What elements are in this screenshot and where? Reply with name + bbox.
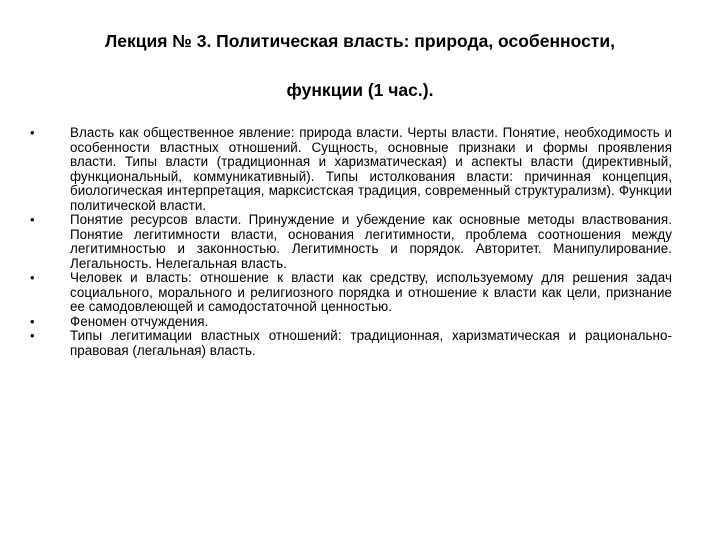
bullet-item-alienation xyxy=(30,315,672,330)
slide-title-line-1: Лекция № 3. Политическая власть: природа, особенности, xyxy=(105,31,615,51)
bullet-item-human-and-power xyxy=(30,271,672,315)
bullet-text: Типы легитимации властных отношений: традиционная, харизматическая и рационально-правовая (легальная) власть. xyxy=(70,328,672,358)
bullet-list xyxy=(30,126,672,358)
bullet-text: Власть как общественное явление: природа власти. Черты власти. Понятие, необходимость и особенности властных отношений. Сущность, основные признаки и формы проявления власти. Типы власти (традиционная и харизматическая) и аспекты власти (директивный, функциональный, коммуникативный). Типы истолкования власти: причинная концепция, биологическая интерпретация, марксистская традиция, современный структурализм). Функции политической власти. xyxy=(70,125,672,213)
bullet-marker: • xyxy=(30,328,35,343)
bullet-marker: • xyxy=(30,313,35,329)
bullet-item-legitimation-types xyxy=(30,329,672,358)
bullet-text: Понятие ресурсов власти. Принуждение и убеждение как основные методы властвования. Понятие легитимности власти, основания легитимности, проблема соотношения между легитимностью и законностью. Легитимность и порядок. Авторитет. Манипулирование. Легальность. Нелегальная власть. xyxy=(70,212,672,271)
bullet-text: Феномен отчуждения. xyxy=(70,313,209,329)
bullet-text: Человек и власть: отношение к власти как средству, используемому для решения задач социального, морального и религиозного порядка и отношение к власти как цели, признание ее самодовлеющей и самодостаточной ценностью. xyxy=(70,270,672,314)
bullet-marker: • xyxy=(30,125,35,140)
bullet-item-power-nature xyxy=(30,126,672,213)
bullet-item-power-resources xyxy=(30,213,672,271)
bullet-marker: • xyxy=(30,212,35,227)
slide-title-line-2: функции (1 час.). xyxy=(286,80,434,100)
bullet-marker: • xyxy=(30,270,35,285)
